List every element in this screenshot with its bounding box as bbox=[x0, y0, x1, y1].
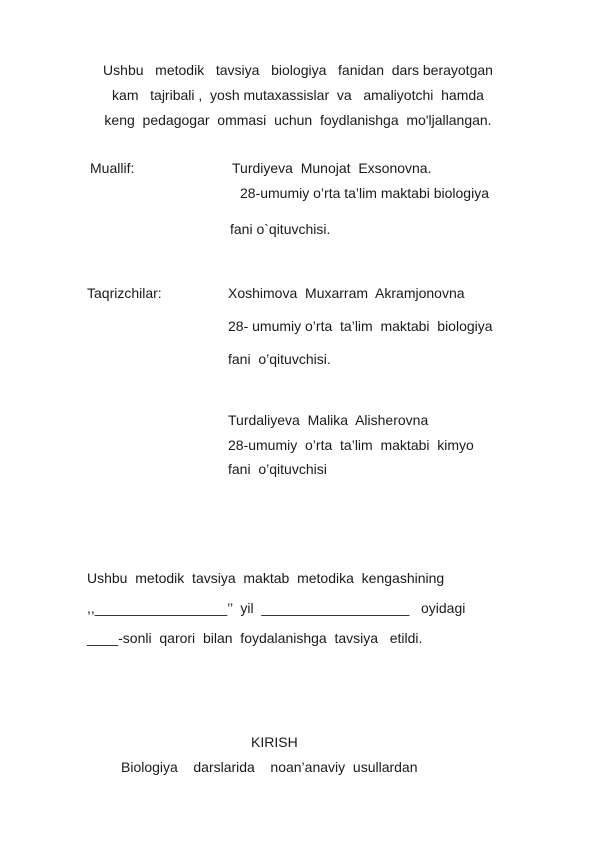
author-name: Turdiyeva Munojat Exsonovna. bbox=[232, 160, 432, 176]
approval-line-1: Ushbu metodik tavsiya maktab metodika kengashining bbox=[87, 570, 445, 586]
kirish-heading: KIRISH bbox=[251, 734, 298, 750]
author-position-line-1: 28-umumiy o’rta ta’lim maktabi biologiya bbox=[240, 185, 489, 201]
approval-line-2: ,,_________________’’ yil ___________________ oyidagi bbox=[87, 600, 466, 616]
reviewer-1-position-line-1: 28- umumiy o’rta ta’lim maktabi biologiya bbox=[228, 318, 493, 334]
intro-line-2: kam tajribali , yosh mutaxassislar va amaliyotchi hamda bbox=[112, 87, 484, 103]
reviewer-1-name: Xoshimova Muxarram Akramjonovna bbox=[228, 285, 465, 301]
reviewer-1-position-line-2: fani o’qituvchisi. bbox=[228, 351, 331, 367]
kirish-line-1: Biologiya darslarida noan’anaviy usullardan bbox=[121, 759, 418, 775]
intro-line-3: keng pedagogar ommasi uchun foydlanishga mo'ljallangan. bbox=[104, 112, 492, 128]
reviewer-2-position-line-1: 28-umumiy o’rta ta’lim maktabi kimyo bbox=[228, 437, 474, 453]
intro-line-1: Ushbu metodik tavsiya biologiya fanidan dars berayotgan bbox=[103, 62, 493, 78]
reviewer-2-position-line-2: fani o’qituvchisi bbox=[228, 461, 327, 477]
reviewers-label: Taqrizchilar: bbox=[87, 285, 162, 301]
reviewer-2-name: Turdaliyeva Malika Alisherovna bbox=[228, 412, 429, 428]
approval-line-3: ____-sonli qarori bilan foydalanishga tavsiya etildi. bbox=[87, 630, 423, 646]
author-label: Muallif: bbox=[90, 160, 135, 176]
author-position-line-2: fani o`qituvchisi. bbox=[230, 221, 331, 237]
